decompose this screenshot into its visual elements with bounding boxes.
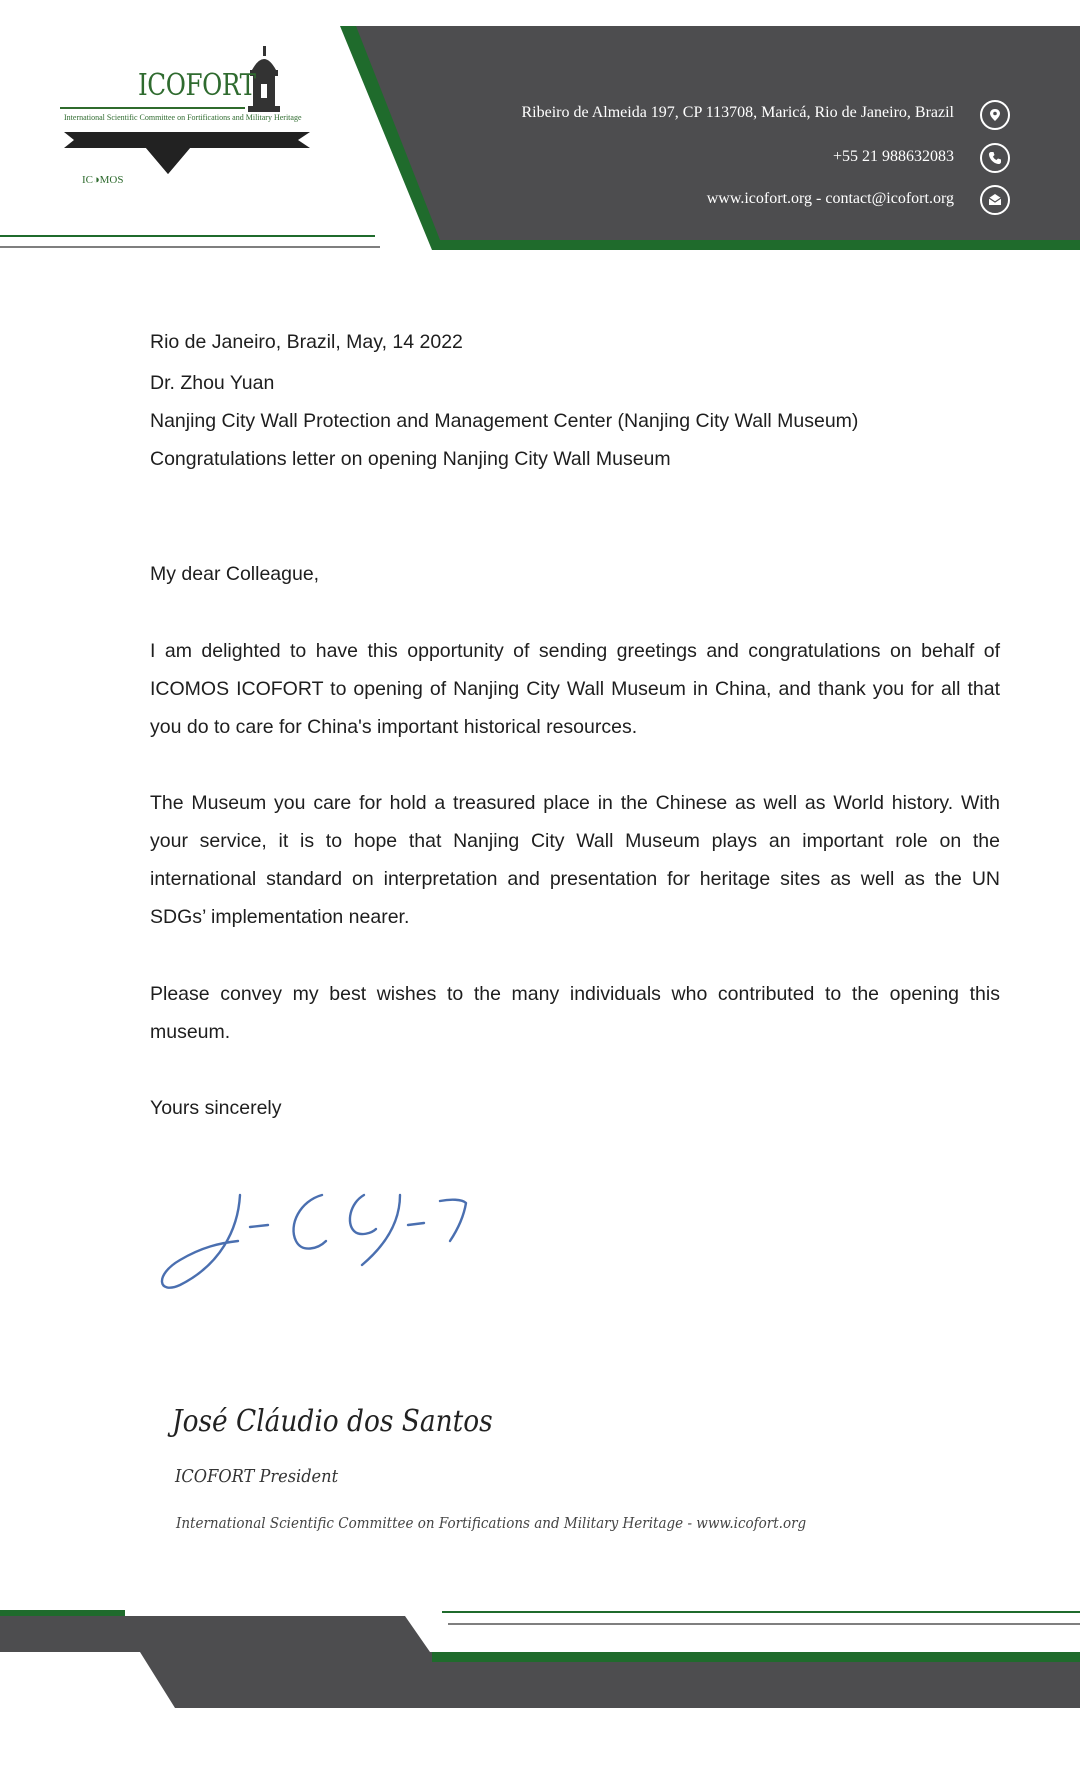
phone-text: +55 21 988632083 bbox=[832, 148, 954, 165]
signer-organization-line: International Scientific Committee on Fortifications and Military Heritage - www.icofort.org bbox=[176, 1514, 807, 1532]
recipient-name: Dr. Zhou Yuan bbox=[150, 372, 275, 394]
web-contact-text: www.icofort.org - contact@icofort.org bbox=[706, 190, 954, 207]
signer-title: ICOFORT President bbox=[175, 1466, 339, 1487]
logo-subtitle: International Scientific Committee on Fortifications and Military Heritage bbox=[64, 113, 302, 122]
envelope-icon bbox=[980, 185, 1010, 215]
footer-banner bbox=[0, 1600, 1080, 1779]
logo-title: ICOFORT bbox=[138, 68, 256, 103]
closing: Yours sincerely bbox=[150, 1097, 282, 1119]
address-text: Ribeiro de Almeida 197, CP 113708, Maricá, Rio de Janeiro, Brazil bbox=[521, 104, 954, 121]
paragraph-1: I am delighted to have this opportunity of sending greetings and congratulations on behalf of ICOMOS ICOFORT to opening of Nanjing City Wall Museum in China, and thank you for all that you do to care for China's important historical resources. bbox=[150, 640, 1000, 738]
recipient-organization: Nanjing City Wall Protection and Management Center (Nanjing City Wall Museum) bbox=[150, 410, 859, 432]
location-pin-icon bbox=[980, 100, 1010, 130]
paragraph-3: Please convey my best wishes to the many individuals who contributed to the opening this museum. bbox=[150, 983, 1000, 1043]
handwritten-signature bbox=[150, 1175, 530, 1295]
icomos-mark: IC◑MOS bbox=[82, 174, 124, 186]
place-date: Rio de Janeiro, Brazil, May, 14 2022 bbox=[150, 331, 463, 353]
paragraph-2: The Museum you care for hold a treasured place in the Chinese as well as World history. With your service, it is to hope that Nanjing City Wall Museum plays an important role on the international standard on interpretation and presentation for heritage sites as well as the UN SDGs’ implementation nearer. bbox=[150, 792, 1000, 928]
phone-icon bbox=[980, 143, 1010, 173]
signer-name: José Cláudio dos Santos bbox=[172, 1404, 493, 1439]
salutation: My dear Colleague, bbox=[150, 563, 320, 585]
letter-subject: Congratulations letter on opening Nanjing City Wall Museum bbox=[150, 448, 671, 470]
